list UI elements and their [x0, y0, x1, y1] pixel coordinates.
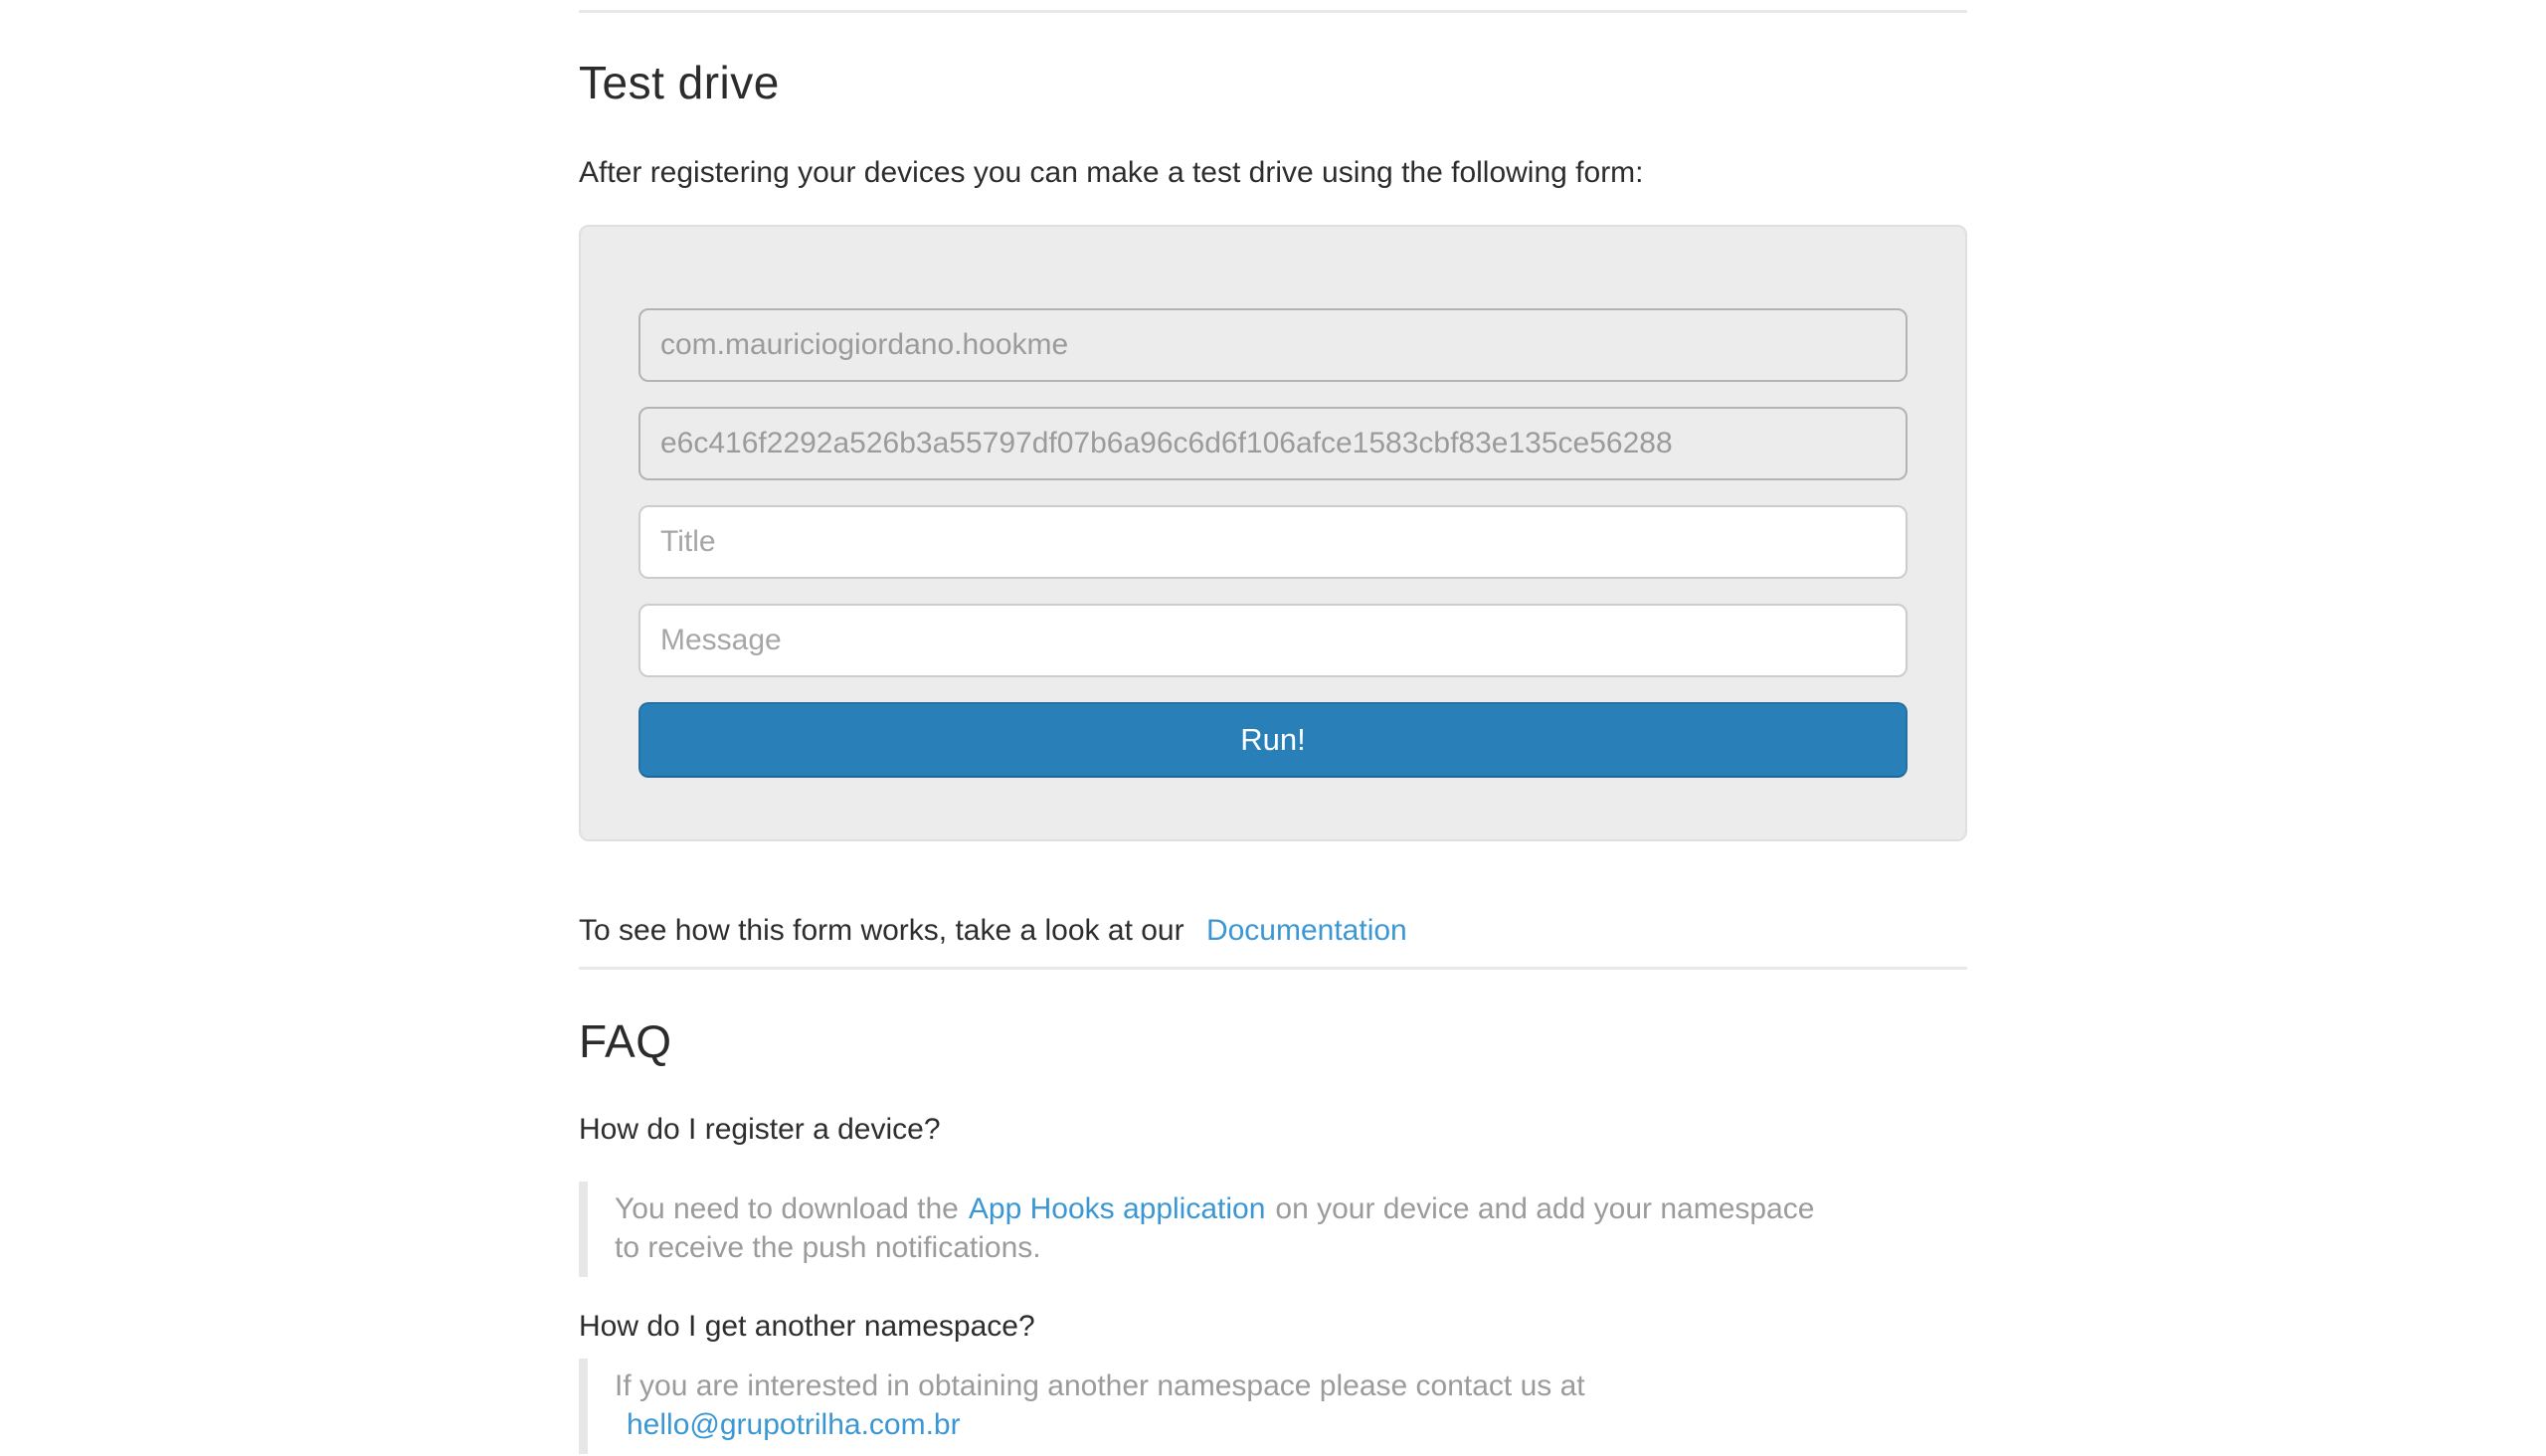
faq-question-register-device: How do I register a device?: [579, 1112, 941, 1146]
answer-text: to receive the push notifications.: [615, 1230, 1041, 1264]
message-input[interactable]: [638, 604, 1908, 677]
contact-email-link[interactable]: hello@grupotrilha.com.br: [627, 1407, 961, 1441]
faq-heading: FAQ: [579, 1014, 672, 1067]
namespace-input: [638, 308, 1908, 382]
faq-answer-another-namespace: [579, 1359, 1967, 1454]
title-input[interactable]: [638, 505, 1908, 579]
faq-question-another-namespace: How do I get another namespace?: [579, 1309, 1035, 1343]
documentation-link[interactable]: Documentation: [1205, 913, 1407, 947]
docs-note: [579, 911, 1967, 951]
answer-text: If you are interested in obtaining another namespace please contact us at: [615, 1368, 1585, 1402]
test-drive-form-panel: [579, 225, 1967, 841]
app-hooks-application-link[interactable]: App Hooks application: [968, 1191, 1266, 1225]
faq-answer-register-device: [579, 1182, 1967, 1277]
run-button[interactable]: Run!: [638, 702, 1908, 778]
answer-text: on your device and add your namespace: [1275, 1191, 1815, 1225]
docs-note-text: To see how this form works, take a look at our: [579, 913, 1184, 947]
section-divider-top: [579, 10, 1967, 13]
test-drive-intro: After registering your devices you can make a test drive using the following form:: [579, 155, 1644, 189]
content-container: [579, 10, 1967, 1454]
token-input: [638, 407, 1908, 480]
answer-text: You need to download the: [615, 1191, 959, 1225]
test-drive-heading: Test drive: [579, 57, 780, 108]
section-divider-mid: [579, 967, 1967, 970]
